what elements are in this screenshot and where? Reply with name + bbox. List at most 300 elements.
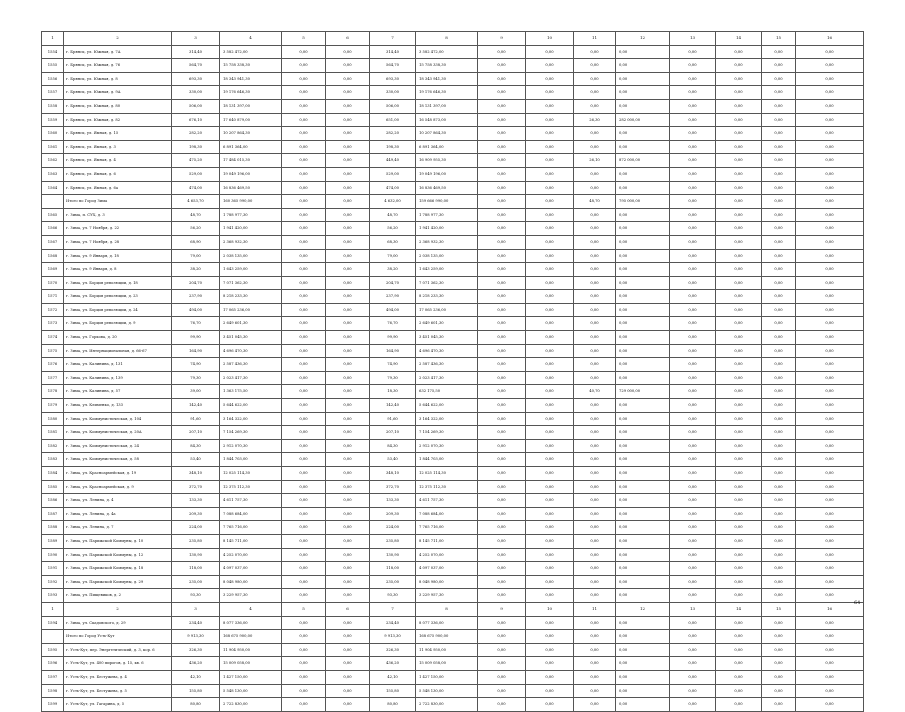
- table-cell: 0,00: [574, 575, 616, 589]
- table-cell: 16: [796, 32, 864, 46]
- table-cell: 0,00: [574, 684, 616, 698]
- table-cell: 6 891 364,00: [416, 140, 478, 154]
- table-row: [42, 154, 864, 168]
- table-cell: 676,10: [172, 113, 220, 127]
- table-cell: 9: [478, 602, 526, 616]
- table-cell: 0,00: [762, 439, 796, 453]
- table-cell: 10 207 864,30: [416, 127, 478, 141]
- table-cell: 474,00: [370, 181, 416, 195]
- table-cell: 0,00: [326, 453, 370, 467]
- table-cell: 0,00: [762, 195, 796, 209]
- table-cell: 0,00: [670, 344, 716, 358]
- table-cell: 3 582 472,00: [220, 45, 282, 59]
- table-cell: 0,00: [282, 249, 326, 263]
- table-cell: 0,00: [574, 412, 616, 426]
- table-cell: 1 844 703,00: [416, 453, 478, 467]
- table-cell: 198,30: [370, 140, 416, 154]
- table-cell: 0,00: [326, 643, 370, 657]
- table-cell: 0,00: [716, 181, 762, 195]
- table-cell: 13: [670, 32, 716, 46]
- table-row: [42, 331, 864, 345]
- table-cell: 0,00: [478, 263, 526, 277]
- table-cell: 0,00: [282, 358, 326, 372]
- table-cell: 164,90: [370, 344, 416, 358]
- table-cell: г. Зима, ул. 9 Января, д. 8: [64, 263, 172, 277]
- table-row: [42, 534, 864, 548]
- table-cell: 0,00: [670, 507, 716, 521]
- table-cell: 118,00: [370, 562, 416, 576]
- table-cell: 1579: [42, 399, 64, 413]
- table-cell: 0,00: [796, 616, 864, 630]
- table-cell: 0,00: [478, 331, 526, 345]
- table-cell: г. Зима, ул. Коммунистическая, д. 58: [64, 453, 172, 467]
- table-row: [42, 589, 864, 603]
- table-cell: 0,00: [762, 72, 796, 86]
- table-cell: 9 913,30: [172, 630, 220, 644]
- table-cell: 282,20: [370, 127, 416, 141]
- table-cell: 1568: [42, 249, 64, 263]
- table-cell: 68,90: [172, 235, 220, 249]
- table-cell: 0,00: [670, 208, 716, 222]
- table-cell: 0,00: [574, 208, 616, 222]
- table-cell: 0,00: [526, 222, 574, 236]
- table-cell: 11: [574, 32, 616, 46]
- table-cell: 0,00: [716, 371, 762, 385]
- table-cell: 1589: [42, 534, 64, 548]
- table-cell: 1581: [42, 426, 64, 440]
- table-cell: 8 218 233,30: [416, 290, 478, 304]
- table-cell: 0,00: [574, 453, 616, 467]
- table-row: [42, 249, 864, 263]
- table-cell: 0,00: [326, 480, 370, 494]
- table-row: [42, 643, 864, 657]
- table-row: [42, 181, 864, 195]
- column-number-row: [42, 602, 864, 616]
- table-cell: 15 009 058,00: [416, 657, 478, 671]
- table-cell: 0,00: [762, 698, 796, 712]
- table-cell: 17 065 236,00: [416, 303, 478, 317]
- table-cell: 0,00: [282, 534, 326, 548]
- table-cell: 1578: [42, 385, 64, 399]
- table-cell: 5: [282, 32, 326, 46]
- table-cell: 0,00: [478, 426, 526, 440]
- table-cell: 53,40: [172, 453, 220, 467]
- table-cell: 2 722 830,00: [220, 698, 282, 712]
- table-cell: 7: [370, 602, 416, 616]
- table-cell: 130,90: [370, 548, 416, 562]
- table-cell: 235,00: [370, 575, 416, 589]
- table-cell: 8 077 336,00: [416, 616, 478, 630]
- table-row: [42, 113, 864, 127]
- table-cell: 13: [670, 602, 716, 616]
- table-cell: 0,00: [574, 521, 616, 535]
- table-cell: г. Брянск, ул. Южная, д. 9А: [64, 86, 172, 100]
- table-cell: 155,80: [370, 684, 416, 698]
- table-cell: 0,00: [670, 140, 716, 154]
- table-cell: 0,00: [762, 426, 796, 440]
- table-cell: 2 722 830,00: [416, 698, 478, 712]
- table-cell: 38,20: [172, 263, 220, 277]
- table-cell: 0,00: [716, 494, 762, 508]
- table-cell: 1583: [42, 453, 64, 467]
- table-cell: 0,00: [478, 222, 526, 236]
- table-cell: 11: [574, 602, 616, 616]
- table-cell: 0,00: [796, 290, 864, 304]
- table-cell: 0,00: [616, 235, 670, 249]
- table-cell: 0,00: [616, 358, 670, 372]
- table-cell: 0,00: [526, 331, 574, 345]
- table-cell: 0,00: [716, 86, 762, 100]
- table-cell: 0,00: [478, 494, 526, 508]
- table-cell: 12 375 112,30: [416, 480, 478, 494]
- table-cell: 4: [220, 32, 282, 46]
- table-cell: г. Брянск, ул. Южная, д. 7А: [64, 45, 172, 59]
- register-table-body: [42, 32, 864, 712]
- table-cell: 2 587 436,30: [220, 358, 282, 372]
- table-cell: 0,00: [526, 235, 574, 249]
- table-cell: 1576: [42, 358, 64, 372]
- table-cell: 0,00: [326, 358, 370, 372]
- table-cell: 564,70: [370, 59, 416, 73]
- table-cell: 0,00: [282, 127, 326, 141]
- table-cell: 12 025 114,30: [220, 467, 282, 481]
- table-cell: 0,00: [796, 412, 864, 426]
- table-cell: 0,00: [326, 276, 370, 290]
- table-cell: 0,00: [670, 290, 716, 304]
- table-cell: 76,70: [172, 317, 220, 331]
- table-cell: 0,00: [526, 385, 574, 399]
- table-cell: 651,00: [370, 113, 416, 127]
- table-cell: 16 836 469,50: [220, 181, 282, 195]
- table-cell: 93,30: [370, 589, 416, 603]
- table-cell: 42,10: [370, 670, 416, 684]
- table-cell: 4: [220, 602, 282, 616]
- table-cell: 0,00: [326, 684, 370, 698]
- table-cell: 6: [326, 32, 370, 46]
- table-cell: 0,00: [762, 181, 796, 195]
- table-cell: 0,00: [796, 317, 864, 331]
- table-cell: 0,00: [478, 480, 526, 494]
- table-cell: 0,00: [670, 521, 716, 535]
- table-cell: 93,30: [172, 589, 220, 603]
- table-cell: 0,00: [762, 616, 796, 630]
- table-cell: 10: [526, 32, 574, 46]
- table-cell: 1556: [42, 72, 64, 86]
- table-cell: 0,00: [326, 426, 370, 440]
- table-cell: 14: [716, 602, 762, 616]
- table-cell: 74,90: [370, 358, 416, 372]
- table-cell: 0,00: [574, 698, 616, 712]
- table-cell: 224,00: [172, 521, 220, 535]
- table-cell: 4 611 757,30: [416, 494, 478, 508]
- table-cell: 235,80: [172, 534, 220, 548]
- table-cell: 4 611 757,30: [220, 494, 282, 508]
- table-cell: 0,00: [716, 113, 762, 127]
- table-cell: 15: [762, 602, 796, 616]
- table-cell: 0,00: [282, 59, 326, 73]
- table-cell: 0,00: [282, 412, 326, 426]
- table-cell: 0,00: [762, 358, 796, 372]
- table-cell: 0,00: [616, 99, 670, 113]
- table-cell: 0,00: [616, 684, 670, 698]
- table-cell: 11 904 950,00: [220, 643, 282, 657]
- table-cell: 8 048 980,00: [220, 575, 282, 589]
- table-cell: 0,00: [282, 195, 326, 209]
- table-cell: 234,40: [370, 616, 416, 630]
- table-cell: 7: [370, 32, 416, 46]
- table-cell: 12 375 112,30: [220, 480, 282, 494]
- table-cell: 4 632,00: [370, 195, 416, 209]
- table-cell: 17 484 015,30: [220, 154, 282, 168]
- table-cell: 0,00: [762, 507, 796, 521]
- table-cell: 449,40: [370, 154, 416, 168]
- table-cell: 18,30: [370, 385, 416, 399]
- table-cell: 79,30: [172, 371, 220, 385]
- table-cell: 2 649 601,30: [220, 317, 282, 331]
- table-cell: 6 891 364,00: [220, 140, 282, 154]
- table-cell: 0,00: [326, 113, 370, 127]
- table-cell: 0,00: [282, 113, 326, 127]
- table-cell: 0,00: [670, 399, 716, 413]
- table-row: [42, 467, 864, 481]
- table-cell: 0,00: [574, 167, 616, 181]
- table-cell: г. Брянск, ул. Южная, д. 80: [64, 99, 172, 113]
- table-cell: 168 675 900,00: [220, 630, 282, 644]
- table-cell: 0,00: [282, 385, 326, 399]
- table-cell: 0,00: [716, 385, 762, 399]
- table-cell: 0,00: [478, 534, 526, 548]
- table-cell: 2 912 070,30: [416, 439, 478, 453]
- table-cell: 0,00: [670, 589, 716, 603]
- table-cell: 0,00: [326, 303, 370, 317]
- table-cell: 0,00: [670, 86, 716, 100]
- table-cell: 0,00: [478, 371, 526, 385]
- table-cell: г. Усть-Кут, ул. Бестужева, д. 5: [64, 684, 172, 698]
- table-cell: 0,00: [478, 562, 526, 576]
- table-cell: 0,00: [616, 616, 670, 630]
- table-cell: г. Зима, ул. Парижской Коммуны, д. 18: [64, 562, 172, 576]
- table-cell: 0,00: [574, 249, 616, 263]
- table-cell: 6: [326, 602, 370, 616]
- table-cell: 0,00: [478, 45, 526, 59]
- table-cell: 1 643 259,00: [220, 263, 282, 277]
- table-cell: 12: [616, 602, 670, 616]
- table-row: [42, 684, 864, 698]
- table-cell: 0,00: [282, 344, 326, 358]
- table-cell: 0,00: [616, 208, 670, 222]
- table-cell: 348,10: [370, 467, 416, 481]
- table-cell: 372,70: [370, 480, 416, 494]
- table-cell: 0,00: [616, 670, 670, 684]
- table-cell: 0,00: [478, 290, 526, 304]
- table-cell: 42,10: [172, 670, 220, 684]
- table-cell: 1593: [42, 589, 64, 603]
- table-row: [42, 575, 864, 589]
- table-cell: 56,20: [172, 222, 220, 236]
- table-cell: 0,00: [526, 99, 574, 113]
- table-cell: 3 229 957,30: [220, 589, 282, 603]
- table-cell: 0,00: [574, 399, 616, 413]
- table-cell: 0,00: [616, 140, 670, 154]
- table-cell: 0,00: [762, 643, 796, 657]
- table-cell: 0,00: [796, 643, 864, 657]
- table-cell: 1558: [42, 99, 64, 113]
- table-cell: 0,00: [574, 99, 616, 113]
- table-row: [42, 290, 864, 304]
- table-cell: 8 145 711,00: [416, 534, 478, 548]
- table-cell: г. Усть-Кут, ул. Гагарина, д. 5: [64, 698, 172, 712]
- table-cell: 0,00: [326, 167, 370, 181]
- table-cell: г. Зима, ул. Коммунистическая, д. 104: [64, 412, 172, 426]
- table-cell: 10: [526, 602, 574, 616]
- table-cell: 0,00: [282, 562, 326, 576]
- table-cell: 0,00: [326, 575, 370, 589]
- table-cell: 0,00: [574, 562, 616, 576]
- table-cell: 0,00: [478, 195, 526, 209]
- table-cell: 0,00: [616, 181, 670, 195]
- table-cell: 0,00: [326, 45, 370, 59]
- table-cell: 8 218 233,30: [220, 290, 282, 304]
- table-cell: 0,00: [326, 140, 370, 154]
- table-cell: 0,00: [326, 467, 370, 481]
- table-cell: 11 904 950,00: [416, 643, 478, 657]
- table-cell: 91,60: [172, 412, 220, 426]
- table-cell: 0,00: [670, 385, 716, 399]
- table-cell: 0,00: [762, 684, 796, 698]
- table-cell: 2: [64, 32, 172, 46]
- table-cell: 0,00: [282, 453, 326, 467]
- table-cell: 16 548 873,00: [416, 113, 478, 127]
- table-cell: 237,90: [370, 290, 416, 304]
- table-cell: 1566: [42, 222, 64, 236]
- table-cell: 0,00: [478, 303, 526, 317]
- table-cell: 0,00: [716, 72, 762, 86]
- table-cell: 0,00: [670, 684, 716, 698]
- table-cell: 0,00: [716, 467, 762, 481]
- table-cell: 0,00: [796, 181, 864, 195]
- table-cell: 0,00: [616, 167, 670, 181]
- table-cell: 0,00: [716, 684, 762, 698]
- table-cell: 15 758 338,30: [220, 59, 282, 73]
- table-cell: 0,00: [716, 195, 762, 209]
- table-cell: 0,00: [616, 276, 670, 290]
- table-cell: 74,90: [172, 358, 220, 372]
- table-cell: 0,00: [762, 521, 796, 535]
- table-cell: 0,00: [526, 426, 574, 440]
- table-cell: 1562: [42, 154, 64, 168]
- table-cell: 0,00: [478, 507, 526, 521]
- table-cell: 693,30: [370, 72, 416, 86]
- table-row: [42, 86, 864, 100]
- table-cell: 7 088 684,00: [220, 507, 282, 521]
- table-cell: 0,00: [762, 167, 796, 181]
- table-cell: 207,10: [172, 426, 220, 440]
- table-cell: 7 071 362,30: [220, 276, 282, 290]
- table-cell: 0,00: [574, 290, 616, 304]
- table-cell: 1 643 259,00: [416, 263, 478, 277]
- table-cell: 1572: [42, 303, 64, 317]
- table-cell: 0,00: [526, 562, 574, 576]
- table-row: [42, 358, 864, 372]
- table-cell: 0,00: [616, 521, 670, 535]
- table-cell: 0,00: [670, 548, 716, 562]
- table-cell: 0,00: [326, 562, 370, 576]
- table-cell: 0,00: [616, 317, 670, 331]
- table-cell: 0,00: [716, 331, 762, 345]
- table-cell: 0,00: [526, 249, 574, 263]
- table-cell: 0,00: [616, 86, 670, 100]
- table-cell: 8: [416, 602, 478, 616]
- table-cell: 1577: [42, 371, 64, 385]
- table-cell: 0,00: [716, 290, 762, 304]
- table-cell: 0,00: [670, 371, 716, 385]
- table-cell: г. Зима, ул. Ленина, д. 4: [64, 494, 172, 508]
- table-cell: 39,00: [172, 385, 220, 399]
- table-cell: 0,00: [796, 303, 864, 317]
- table-cell: 0,00: [762, 589, 796, 603]
- table-cell: 17 065 236,00: [220, 303, 282, 317]
- table-cell: 1 788 977,30: [416, 208, 478, 222]
- page-number: 64: [854, 600, 861, 606]
- table-cell: 0,00: [574, 276, 616, 290]
- table-cell: 0,00: [716, 399, 762, 413]
- table-cell: 0,00: [574, 371, 616, 385]
- table-cell: 4 097 037,00: [416, 562, 478, 576]
- table-cell: 282,20: [172, 127, 220, 141]
- table-cell: 4 252 070,00: [416, 548, 478, 562]
- table-cell: 0,00: [526, 698, 574, 712]
- table-cell: 0,00: [478, 317, 526, 331]
- table-cell: г. Брянск, ул. Ямная, д. 4: [64, 154, 172, 168]
- table-row: [42, 276, 864, 290]
- table-cell: 5 644 622,00: [220, 399, 282, 413]
- table-cell: 0,00: [574, 480, 616, 494]
- table-cell: 0,00: [716, 235, 762, 249]
- table-cell: 0,00: [796, 140, 864, 154]
- table-cell: 0,00: [762, 548, 796, 562]
- table-cell: 0,00: [616, 303, 670, 317]
- table-cell: 3 451 045,30: [416, 331, 478, 345]
- table-cell: г. Зима, ул. 7 Ноября, д. 28: [64, 235, 172, 249]
- table-cell: 0,00: [762, 99, 796, 113]
- table-cell: 0,00: [574, 331, 616, 345]
- table-cell: 1 427 150,00: [220, 670, 282, 684]
- table-row: [42, 507, 864, 521]
- table-cell: 1585: [42, 480, 64, 494]
- table-cell: 0,00: [282, 208, 326, 222]
- table-cell: 0,00: [282, 521, 326, 535]
- table-cell: 0,00: [762, 453, 796, 467]
- table-row: [42, 616, 864, 630]
- table-cell: 0,00: [716, 575, 762, 589]
- table-cell: 1567: [42, 235, 64, 249]
- table-cell: 0,00: [574, 222, 616, 236]
- table-cell: 1586: [42, 494, 64, 508]
- table-cell: 0,00: [670, 494, 716, 508]
- table-cell: 0,00: [716, 154, 762, 168]
- table-cell: 0,00: [526, 670, 574, 684]
- table-cell: 0,00: [796, 657, 864, 671]
- table-cell: 0,00: [526, 59, 574, 73]
- table-cell: 0,00: [478, 684, 526, 698]
- table-cell: 1584: [42, 467, 64, 481]
- table-cell: 0,00: [326, 385, 370, 399]
- table-cell: 0,00: [616, 127, 670, 141]
- table-cell: 0,00: [478, 698, 526, 712]
- table-cell: 0,00: [282, 167, 326, 181]
- table-cell: 0,00: [670, 412, 716, 426]
- table-cell: 160 365 990,00: [220, 195, 282, 209]
